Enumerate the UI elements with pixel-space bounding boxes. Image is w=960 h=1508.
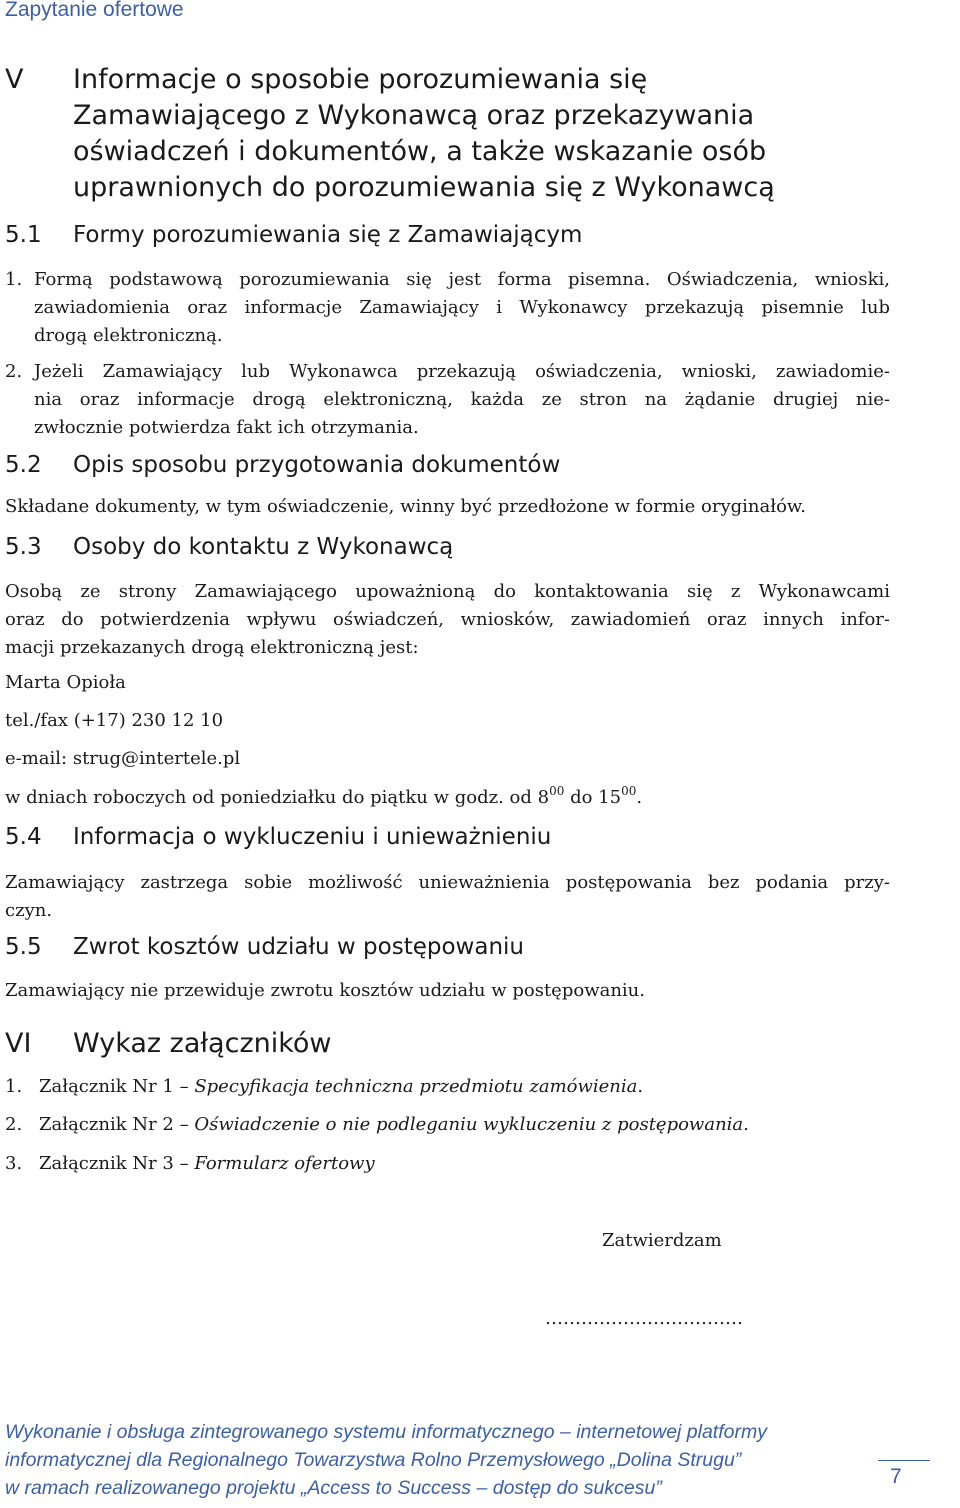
subsection-title: Osoby do kontaktu z Wykonawcą xyxy=(73,534,454,560)
attachment-end: . xyxy=(637,1076,644,1097)
attachment-item xyxy=(5,1076,890,1104)
item-5-1-2 xyxy=(5,358,890,442)
footer-line: informatycznej dla Regionalnego Towarzystwa Rolno Przemysłowego „Dolina Strugu” xyxy=(5,1449,742,1471)
contact-name: Marta Opioła xyxy=(5,672,126,693)
subsection-title: Informacja o wykluczeniu i unieważnieniu xyxy=(73,824,552,850)
item-line: drogą elektroniczną. xyxy=(34,325,223,346)
section-title xyxy=(73,62,923,206)
item-number: 1. xyxy=(5,1076,23,1097)
attachment-label: Załącznik Nr 2 – xyxy=(39,1114,195,1135)
subsection-title: Formy porozumiewania się z Zamawiającym xyxy=(73,222,583,248)
item-line: zawiadomienia oraz informacje Zamawiający i Wykonawcy przekazują pisemnie lub xyxy=(34,297,890,318)
paragraph-line: czyn. xyxy=(5,900,53,921)
section-title-line: Informacje o sposobie porozumiewania się xyxy=(73,64,648,95)
attachment-item xyxy=(5,1153,890,1181)
paragraph-5-2: Składane dokumenty, w tym oświadczenie, winny być przedłożone w formie oryginałów. xyxy=(5,496,806,517)
hours-sup: 00 xyxy=(549,784,565,798)
attachment-item xyxy=(5,1114,890,1142)
approval-label: Zatwierdzam xyxy=(602,1230,722,1251)
paragraph-line: macji przekazanych drogą elektroniczną jest: xyxy=(5,637,419,658)
paragraph-line: Zamawiający zastrzega sobie możliwość unieważnienia postępowania bez podania przy- xyxy=(5,872,890,893)
footer-line: w ramach realizowanego projektu „Access to Success – dostęp do sukcesu” xyxy=(5,1477,662,1499)
subsection-number: 5.3 xyxy=(5,534,42,560)
hours-text: do 15 xyxy=(564,787,622,808)
paragraph-line: Osobą ze strony Zamawiającego upoważnioną do kontaktowania się z Wykonawcami xyxy=(5,581,890,602)
attachment-desc: Formularz ofertowy xyxy=(194,1153,375,1174)
footer-line: Wykonanie i obsługa zintegrowanego systemu informatycznego – internetowej platformy xyxy=(5,1421,767,1443)
section-v-heading xyxy=(5,62,935,212)
section-number: VI xyxy=(5,1028,32,1059)
section-title-line: uprawnionych do porozumiewania się z Wykonawcą xyxy=(73,172,775,203)
paragraph-5-5: Zamawiający nie przewiduje zwrotu kosztów udziału w postępowaniu. xyxy=(5,980,645,1001)
paragraph-5-3 xyxy=(5,578,890,662)
hours-text: w dniach roboczych od poniedziałku do piątku w godz. od 8 xyxy=(5,787,550,808)
attachment-desc: Specyfikacja techniczna przedmiotu zamówienia xyxy=(194,1076,638,1097)
item-number: 2. xyxy=(5,1114,23,1135)
subsection-number: 5.4 xyxy=(5,824,42,850)
email-text: e-mail: strug@intertele.pl xyxy=(5,748,241,769)
paragraph-line: oraz do potwierdzenia wpływu oświadczeń, wniosków, zawiadomień oraz innych infor- xyxy=(5,609,890,630)
section-number: V xyxy=(5,64,24,95)
paragraph-5-4 xyxy=(5,869,890,925)
contact-phone: tel./fax (+17) 230 12 10 xyxy=(5,710,224,731)
item-line: Formą podstawową porozumiewania się jest forma pisemna. Oświadczenia, wnioski, xyxy=(34,269,890,290)
hours-sup: 00 xyxy=(621,784,637,798)
contact-email[interactable] xyxy=(5,748,240,769)
section-title-line: oświadczeń i dokumentów, a także wskazanie osób xyxy=(73,136,767,167)
attachment-text xyxy=(39,1153,375,1174)
attachment-text xyxy=(39,1114,749,1135)
contact-hours xyxy=(5,784,643,808)
section-vi-heading xyxy=(5,1026,935,1066)
attachment-text xyxy=(39,1076,643,1097)
page-number-rule xyxy=(878,1460,930,1461)
document-footer xyxy=(5,1418,885,1502)
hours-text: . xyxy=(636,787,643,808)
item-number: 2. xyxy=(5,361,23,382)
item-line: nia oraz informacje drogą elektroniczną, każda ze stron na żądanie drugiej nie- xyxy=(34,389,890,410)
attachment-label: Załącznik Nr 1 – xyxy=(39,1076,195,1097)
item-line: zwłocznie potwierdza fakt ich otrzymania. xyxy=(34,417,419,438)
item-number: 3. xyxy=(5,1153,23,1174)
document-header: Zapytanie ofertowe xyxy=(5,0,184,21)
item-5-1-1 xyxy=(5,266,890,350)
subsection-number: 5.1 xyxy=(5,222,42,248)
section-title: Wykaz załączników xyxy=(73,1028,332,1059)
subsection-number: 5.5 xyxy=(5,934,42,960)
attachment-end: . xyxy=(743,1114,749,1135)
attachment-label: Załącznik Nr 3 – xyxy=(39,1153,195,1174)
attachment-desc: Oświadczenie o nie podleganiu wykluczeniu z postępowania xyxy=(194,1114,744,1135)
page-number: 7 xyxy=(890,1465,902,1488)
section-title-line: Zamawiającego z Wykonawcą oraz przekazywania xyxy=(73,100,755,131)
item-line: Jeżeli Zamawiający lub Wykonawca przekazują oświadczenia, wnioski, zawiadomie- xyxy=(34,361,890,382)
subsection-title: Zwrot kosztów udziału w postępowaniu xyxy=(73,934,524,960)
signature-line: …………………………… xyxy=(545,1308,743,1329)
item-number: 1. xyxy=(5,269,23,290)
subsection-number: 5.2 xyxy=(5,452,42,478)
subsection-title: Opis sposobu przygotowania dokumentów xyxy=(73,452,561,478)
